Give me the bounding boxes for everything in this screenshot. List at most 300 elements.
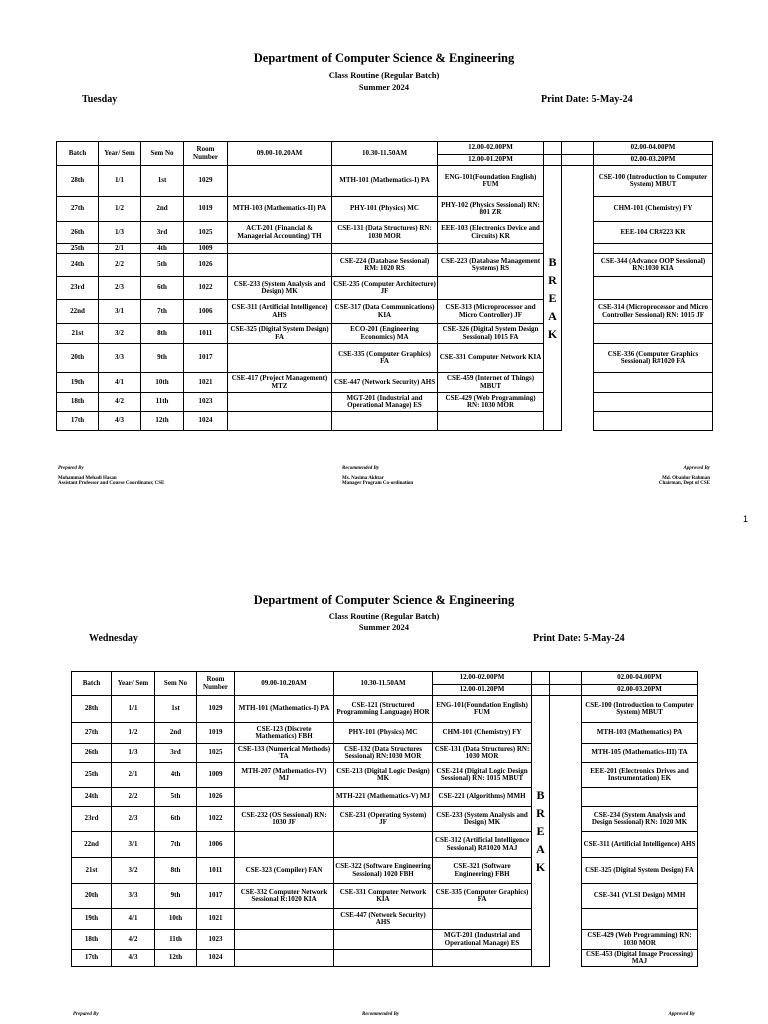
cell-batch: 24th [57, 254, 99, 277]
cell-slot2 [332, 412, 438, 431]
cell-gap [550, 832, 582, 858]
cell-slot3: CSE-131 (Data Structures) RN: 1030 MOR [433, 744, 532, 763]
table-row [72, 763, 698, 788]
day-label: Wednesday [89, 633, 138, 644]
header-year-sem: Year/ Sem [99, 142, 141, 166]
cell-room: 1029 [197, 696, 235, 723]
page-number: 1 [742, 514, 748, 524]
cell-slot1 [235, 832, 334, 858]
table-row [72, 807, 698, 832]
cell-batch: 21st [57, 324, 99, 344]
cell-slot2: CSE-447 (Network Security) AHS [332, 373, 438, 393]
routine-subtitle: Class Routine (Regular Batch) [328, 611, 440, 621]
cell-slot3 [433, 950, 532, 967]
term-label: Summer 2024 [358, 622, 410, 632]
table-row [72, 744, 698, 763]
cell-sem-no: 4th [141, 244, 184, 254]
header-slot4b: 02.00-03.20PM [594, 155, 713, 166]
cell-slot1: ACT-201 (Financial & Managerial Accounting) TH [228, 222, 332, 244]
cell-year-sem: 1/1 [112, 696, 155, 723]
cell-slot2: CSE-331 Computer Network KIA [334, 884, 433, 909]
cell-slot2: ECO-201 (Engineering Economics) MA [332, 324, 438, 344]
header-slot1: 09.00-10.20AM [235, 672, 334, 696]
approved-by: Approved By Md. Obaidur Rahman Chairman, Dept of CSE [658, 466, 710, 486]
break-letter: E [536, 824, 545, 838]
print-date: Print Date: 5-May-24 [533, 633, 625, 644]
cell-gap [550, 930, 582, 950]
cell-year-sem: 1/3 [112, 744, 155, 763]
cell-batch: 23rd [57, 277, 99, 300]
cell-slot4: EEE-104 CR#223 KR [594, 222, 713, 244]
cell-slot3: ENG-101(Foundation English) FUM [433, 696, 532, 723]
cell-slot3: CSE-321 (Software Engineering) FBH [433, 858, 532, 884]
break-letter: B [536, 788, 545, 802]
break-letter: E [548, 291, 557, 305]
cell-sem-no: 11th [141, 393, 184, 412]
cell-slot2: MTH-101 (Mathematics-I) PA [332, 166, 438, 197]
cell-batch: 28th [57, 166, 99, 197]
cell-batch: 18th [57, 393, 99, 412]
routine-table-body [57, 142, 713, 431]
break-letter: K [535, 860, 546, 874]
cell-sem-no: 2nd [155, 723, 197, 744]
cell-room: 1021 [197, 909, 235, 930]
cell-room: 1009 [197, 763, 235, 788]
cell-sem-no: 12th [155, 950, 197, 967]
cell-batch: 27th [57, 197, 99, 222]
cell-room: 1011 [184, 324, 228, 344]
cell-year-sem: 2/1 [99, 244, 141, 254]
cell-year-sem: 4/1 [112, 909, 155, 930]
print-date: Print Date: 5-May-24 [541, 94, 633, 105]
cell-slot4: CSE-336 (Computer Graphics Sessional) R#1020 FA [594, 344, 713, 373]
cell-slot3 [433, 909, 532, 930]
cell-batch: 24th [72, 788, 112, 807]
break-letter: R [536, 806, 545, 820]
prepared-by: Prepared By [73, 1012, 99, 1017]
cell-sem-no: 6th [141, 277, 184, 300]
cell-slot2 [334, 832, 433, 858]
cell-slot4: CSE-325 (Digital System Design) FA [582, 858, 698, 884]
cell-year-sem: 1/1 [99, 166, 141, 197]
cell-slot4: MTH-103 (Mathematics) PA [582, 723, 698, 744]
table-row [72, 832, 698, 858]
approved-by: Approved By [668, 1012, 695, 1017]
cell-slot1 [228, 254, 332, 277]
table-row [57, 254, 713, 277]
cell-gap [562, 324, 594, 344]
cell-sem-no: 7th [141, 300, 184, 324]
cell-slot4 [582, 788, 698, 807]
table-row [72, 930, 698, 950]
cell-slot4: MTH-105 (Mathematics-III) TA [582, 744, 698, 763]
cell-room: 1026 [184, 254, 228, 277]
cell-room: 1024 [197, 950, 235, 967]
prepared-by: Prepared By Mohammad Mehadi Hasan Assistant Professor and Course Coordinator, CSE [58, 466, 165, 486]
cell-slot2: CSE-235 (Computer Architecture) JF [332, 277, 438, 300]
header-slot1: 09.00-10.20AM [228, 142, 332, 166]
table-row [57, 277, 713, 300]
cell-sem-no: 7th [155, 832, 197, 858]
cell-sem-no: 1st [155, 696, 197, 723]
department-title: Department of Computer Science & Engineering [253, 51, 515, 65]
header-break-gap-top [544, 142, 562, 155]
cell-year-sem: 3/3 [99, 344, 141, 373]
cell-slot2: CSE-132 (Data Structures Sessional) RN:1030 MOR [334, 744, 433, 763]
cell-slot2: CSE-131 (Data Structures) RN: 1030 MOR [332, 222, 438, 244]
cell-batch: 18th [72, 930, 112, 950]
cell-slot3 [438, 412, 544, 431]
cell-sem-no: 11th [155, 930, 197, 950]
cell-slot1 [228, 244, 332, 254]
cell-slot1: CSE-332 Computer Network Sessional R:1020 KIA [235, 884, 334, 909]
cell-sem-no: 9th [141, 344, 184, 373]
cell-gap [562, 197, 594, 222]
cell-gap [562, 373, 594, 393]
cell-slot2: CSE-335 (Computer Graphics) FA [332, 344, 438, 373]
cell-batch: 26th [72, 744, 112, 763]
cell-slot1: CSE-123 (Discrete Mathematics) FBH [235, 723, 334, 744]
cell-slot1: CSE-323 (Compiler) FAN [235, 858, 334, 884]
recommended-by: Recommended By Ms. Nasima Akhtar Manager Program Co-ordination [342, 466, 414, 486]
cell-year-sem: 1/2 [99, 197, 141, 222]
break-letter: K [547, 327, 558, 341]
header-year-sem: Year/ Sem [112, 672, 155, 696]
cell-slot3: CHM-101 (Chemistry) FY [433, 723, 532, 744]
routine-subtitle: Class Routine (Regular Batch) [328, 70, 440, 80]
cell-room: 1026 [197, 788, 235, 807]
table-row [72, 788, 698, 807]
cell-batch: 19th [57, 373, 99, 393]
cell-slot2: CSE-317 (Data Communications) KIA [332, 300, 438, 324]
cell-year-sem: 4/1 [99, 373, 141, 393]
cell-gap [562, 344, 594, 373]
cell-sem-no: 10th [141, 373, 184, 393]
cell-batch: 25th [72, 763, 112, 788]
cell-slot1: MTH-103 (Mathematics-II) PA [228, 197, 332, 222]
cell-room: 1006 [184, 300, 228, 324]
table-row [72, 696, 698, 723]
break-letter: A [548, 309, 557, 323]
table-row [57, 412, 713, 431]
break-letter: B [548, 255, 557, 269]
cell-sem-no: 1st [141, 166, 184, 197]
cell-slot1: CSE-325 (Digital System Design) FA [228, 324, 332, 344]
cell-slot2 [334, 950, 433, 967]
cell-batch: 19th [72, 909, 112, 930]
table-row [57, 166, 713, 197]
header-room: Room Number [197, 672, 235, 696]
cell-sem-no: 4th [155, 763, 197, 788]
cell-slot4 [594, 277, 713, 300]
cell-slot3: CSE-221 (Algorithms) MMH [433, 788, 532, 807]
cell-year-sem: 4/3 [112, 950, 155, 967]
cell-sem-no: 12th [141, 412, 184, 431]
break-column [544, 166, 562, 431]
cell-room: 1023 [184, 393, 228, 412]
cell-slot4 [594, 412, 713, 431]
cell-slot2: CSE-224 (Database Sessional) RM: 1020 RS [332, 254, 438, 277]
cell-room: 1017 [197, 884, 235, 909]
cell-slot4: CHM-101 (Chemistry) FY [594, 197, 713, 222]
cell-gap [550, 858, 582, 884]
table-row [57, 393, 713, 412]
cell-slot3: MGT-201 (Industrial and Operational Manage) ES [433, 930, 532, 950]
header-batch: Batch [57, 142, 99, 166]
cell-batch: 23rd [72, 807, 112, 832]
cell-room: 1025 [184, 222, 228, 244]
header-slot2: 10.30-11.50AM [334, 672, 433, 696]
cell-slot3: CSE-214 (Digital Logic Design Sessional) RN: 1015 MBUT [433, 763, 532, 788]
cell-batch: 20th [57, 344, 99, 373]
cell-slot1 [235, 788, 334, 807]
cell-gap [562, 412, 594, 431]
cell-slot2 [334, 930, 433, 950]
cell-batch: 17th [72, 950, 112, 967]
cell-slot1: CSE-311 (Artificial Intelligence) AHS [228, 300, 332, 324]
cell-gap [550, 696, 582, 723]
term-label: Summer 2024 [358, 82, 410, 92]
cell-batch: 22nd [72, 832, 112, 858]
cell-slot3: CSE-223 (Database Management Systems) RS [438, 254, 544, 277]
cell-batch: 20th [72, 884, 112, 909]
cell-slot1: CSE-233 (System Analysis and Design) MK [228, 277, 332, 300]
cell-sem-no: 6th [155, 807, 197, 832]
header-slot4b: 02.00-03.20PM [582, 685, 698, 696]
cell-slot4: CSE-100 (Introduction to Computer System) MBUT [594, 166, 713, 197]
table-row [57, 197, 713, 222]
break-column [532, 696, 550, 967]
table-row [72, 884, 698, 909]
header-sem-no: Sem No [155, 672, 197, 696]
cell-sem-no: 5th [155, 788, 197, 807]
cell-slot1: CSE-232 (OS Sessional) RN: 1030 JF [235, 807, 334, 832]
table-row [57, 300, 713, 324]
cell-room: 1019 [184, 197, 228, 222]
cell-slot3 [438, 277, 544, 300]
cell-sem-no: 10th [155, 909, 197, 930]
cell-batch: 25th [57, 244, 99, 254]
cell-gap [550, 950, 582, 967]
cell-year-sem: 1/2 [112, 723, 155, 744]
cell-slot3: CSE-326 (Digital System Design Sessional) 1015 FA [438, 324, 544, 344]
cell-slot4 [594, 373, 713, 393]
cell-slot4: CSE-429 (Web Programming) RN: 1030 MOR [582, 930, 698, 950]
table-row [57, 222, 713, 244]
cell-gap [550, 744, 582, 763]
cell-slot3: CSE-331 Computer Network KIA [438, 344, 544, 373]
cell-room: 1025 [197, 744, 235, 763]
cell-room: 1022 [184, 277, 228, 300]
cell-sem-no: 8th [155, 858, 197, 884]
table-header-row [57, 142, 713, 155]
cell-batch: 26th [57, 222, 99, 244]
table-row [57, 324, 713, 344]
day-label: Tuesday [82, 94, 118, 105]
cell-batch: 17th [57, 412, 99, 431]
cell-slot1: CSE-133 (Numerical Methods) TA [235, 744, 334, 763]
cell-room: 1019 [197, 723, 235, 744]
cell-room: 1024 [184, 412, 228, 431]
cell-gap [562, 393, 594, 412]
cell-sem-no: 9th [155, 884, 197, 909]
cell-year-sem: 2/1 [112, 763, 155, 788]
header-gap-top [562, 142, 594, 155]
recommended-by: Recommended By [362, 1012, 400, 1017]
cell-slot1 [228, 166, 332, 197]
cell-slot3: CSE-313 (Microprocessor and Micro Controller) JF [438, 300, 544, 324]
cell-slot4: CSE-344 (Advance OOP Sessional) RN:1030 KIA [594, 254, 713, 277]
cell-room: 1023 [197, 930, 235, 950]
cell-room: 1006 [197, 832, 235, 858]
cell-slot3: PHY-102 (Physics Sessional) RN: 801 ZR [438, 197, 544, 222]
header-slot3: 12.00-02.00PM [438, 142, 544, 155]
routine-table [71, 671, 698, 967]
cell-room: 1021 [184, 373, 228, 393]
cell-slot2: PHY-101 (Physics) MC [332, 197, 438, 222]
header-slot2: 10.30-11.50AM [332, 142, 438, 166]
cell-slot4 [594, 244, 713, 254]
cell-slot1 [235, 930, 334, 950]
table-row [57, 373, 713, 393]
cell-sem-no: 2nd [141, 197, 184, 222]
header-break-gap [532, 685, 550, 696]
cell-year-sem: 3/1 [112, 832, 155, 858]
cell-slot3: CSE-335 (Computer Graphics) FA [433, 884, 532, 909]
cell-slot2: MGT-201 (Industrial and Operational Manage) ES [332, 393, 438, 412]
cell-gap [550, 807, 582, 832]
cell-slot3: CSE-429 (Web Programming) RN: 1030 MOR [438, 393, 544, 412]
cell-room: 1011 [197, 858, 235, 884]
header-slot4: 02.00-04.00PM [594, 142, 713, 155]
header-slot3: 12.00-02.00PM [433, 672, 532, 685]
cell-slot2 [332, 244, 438, 254]
cell-slot4 [594, 324, 713, 344]
cell-slot4: CSE-453 (Digital Image Processing) MAJ [582, 950, 698, 967]
table-row [72, 950, 698, 967]
cell-year-sem: 2/3 [99, 277, 141, 300]
cell-slot2: CSE-447 (Network Security) AHS [334, 909, 433, 930]
cell-gap [562, 300, 594, 324]
cell-year-sem: 2/2 [112, 788, 155, 807]
header-gap-top [550, 672, 582, 685]
header-slot3b: 12.00-01.20PM [438, 155, 544, 166]
cell-slot4: CSE-341 (VLSI Design) MMH [582, 884, 698, 909]
header-sem-no: Sem No [141, 142, 184, 166]
cell-gap [550, 723, 582, 744]
cell-slot3: ENG-101(Foundation English) FUM [438, 166, 544, 197]
cell-year-sem: 3/1 [99, 300, 141, 324]
cell-year-sem: 3/2 [99, 324, 141, 344]
table-row [72, 909, 698, 930]
cell-sem-no: 3rd [141, 222, 184, 244]
break-letter: R [548, 273, 557, 287]
cell-slot1: MTH-207 (Mathematics-IV) MJ [235, 763, 334, 788]
cell-room: 1029 [184, 166, 228, 197]
routine-table [56, 141, 713, 431]
cell-slot4: CSE-311 (Artificial Intelligence) AHS [582, 832, 698, 858]
header-room: Room Number [184, 142, 228, 166]
cell-slot4 [594, 393, 713, 412]
cell-slot2: CSE-322 (Software Engineering Sessional) 1020 FBH [334, 858, 433, 884]
cell-year-sem: 4/2 [112, 930, 155, 950]
routine-page-wednesday [0, 540, 768, 1024]
cell-slot1 [228, 412, 332, 431]
cell-slot4: CSE-100 (Introduction to Computer System) MBUT [582, 696, 698, 723]
cell-slot2: CSE-213 (Digital Logic Design) MK [334, 763, 433, 788]
cell-slot3: CSE-233 (System Analysis and Design) MK [433, 807, 532, 832]
cell-year-sem: 4/3 [99, 412, 141, 431]
header-slot3b: 12.00-01.20PM [433, 685, 532, 696]
cell-gap [562, 244, 594, 254]
cell-slot4: EEE-201 (Electronics Drives and Instrumentation) EK [582, 763, 698, 788]
cell-slot1 [228, 393, 332, 412]
cell-year-sem: 3/2 [112, 858, 155, 884]
cell-slot2: CSE-231 (Operating System) JF [334, 807, 433, 832]
cell-slot2: CSE-121 (Structured Programming Language) HOR [334, 696, 433, 723]
header-slot4: 02.00-04.00PM [582, 672, 698, 685]
cell-slot3: EEE-103 (Electronics Device and Circuits) KR [438, 222, 544, 244]
cell-slot4: CSE-234 (System Analysis and Design Sessional) RN: 1020 MK [582, 807, 698, 832]
cell-gap [550, 909, 582, 930]
cell-slot1: MTH-101 (Mathematics-I) PA [235, 696, 334, 723]
table-row [72, 723, 698, 744]
cell-room: 1009 [184, 244, 228, 254]
cell-sem-no: 8th [141, 324, 184, 344]
cell-slot2: MTH-221 (Mathematics-V) MJ [334, 788, 433, 807]
cell-year-sem: 1/3 [99, 222, 141, 244]
cell-batch: 27th [72, 723, 112, 744]
cell-sem-no: 3rd [155, 744, 197, 763]
cell-slot1 [228, 344, 332, 373]
cell-year-sem: 4/2 [99, 393, 141, 412]
cell-gap [562, 277, 594, 300]
cell-gap [562, 166, 594, 197]
cell-slot4: CSE-314 (Microprocessor and Micro Controller Sessional) RN: 1015 JF [594, 300, 713, 324]
header-gap [562, 155, 594, 166]
cell-gap [550, 763, 582, 788]
table-row [72, 858, 698, 884]
cell-batch: 22nd [57, 300, 99, 324]
header-batch: Batch [72, 672, 112, 696]
cell-room: 1017 [184, 344, 228, 373]
cell-gap [562, 222, 594, 244]
table-row [57, 344, 713, 373]
header-break-gap-top [532, 672, 550, 685]
cell-slot2: PHY-101 (Physics) MC [334, 723, 433, 744]
cell-year-sem: 2/2 [99, 254, 141, 277]
cell-slot1 [235, 950, 334, 967]
break-letter: A [536, 842, 545, 856]
cell-slot1 [235, 909, 334, 930]
cell-sem-no: 5th [141, 254, 184, 277]
cell-gap [550, 884, 582, 909]
cell-room: 1022 [197, 807, 235, 832]
cell-gap [550, 788, 582, 807]
header-break-gap [544, 155, 562, 166]
table-row [57, 244, 713, 254]
routine-table-body [72, 672, 698, 967]
department-title: Department of Computer Science & Engineering [253, 593, 515, 607]
cell-gap [562, 254, 594, 277]
cell-slot3: CSE-459 (Internet of Things) MBUT [438, 373, 544, 393]
cell-slot1: CSE-417 (Project Management) MTZ [228, 373, 332, 393]
table-header-row [72, 672, 698, 685]
cell-batch: 28th [72, 696, 112, 723]
cell-slot3 [438, 244, 544, 254]
cell-batch: 21st [72, 858, 112, 884]
header-gap [550, 685, 582, 696]
